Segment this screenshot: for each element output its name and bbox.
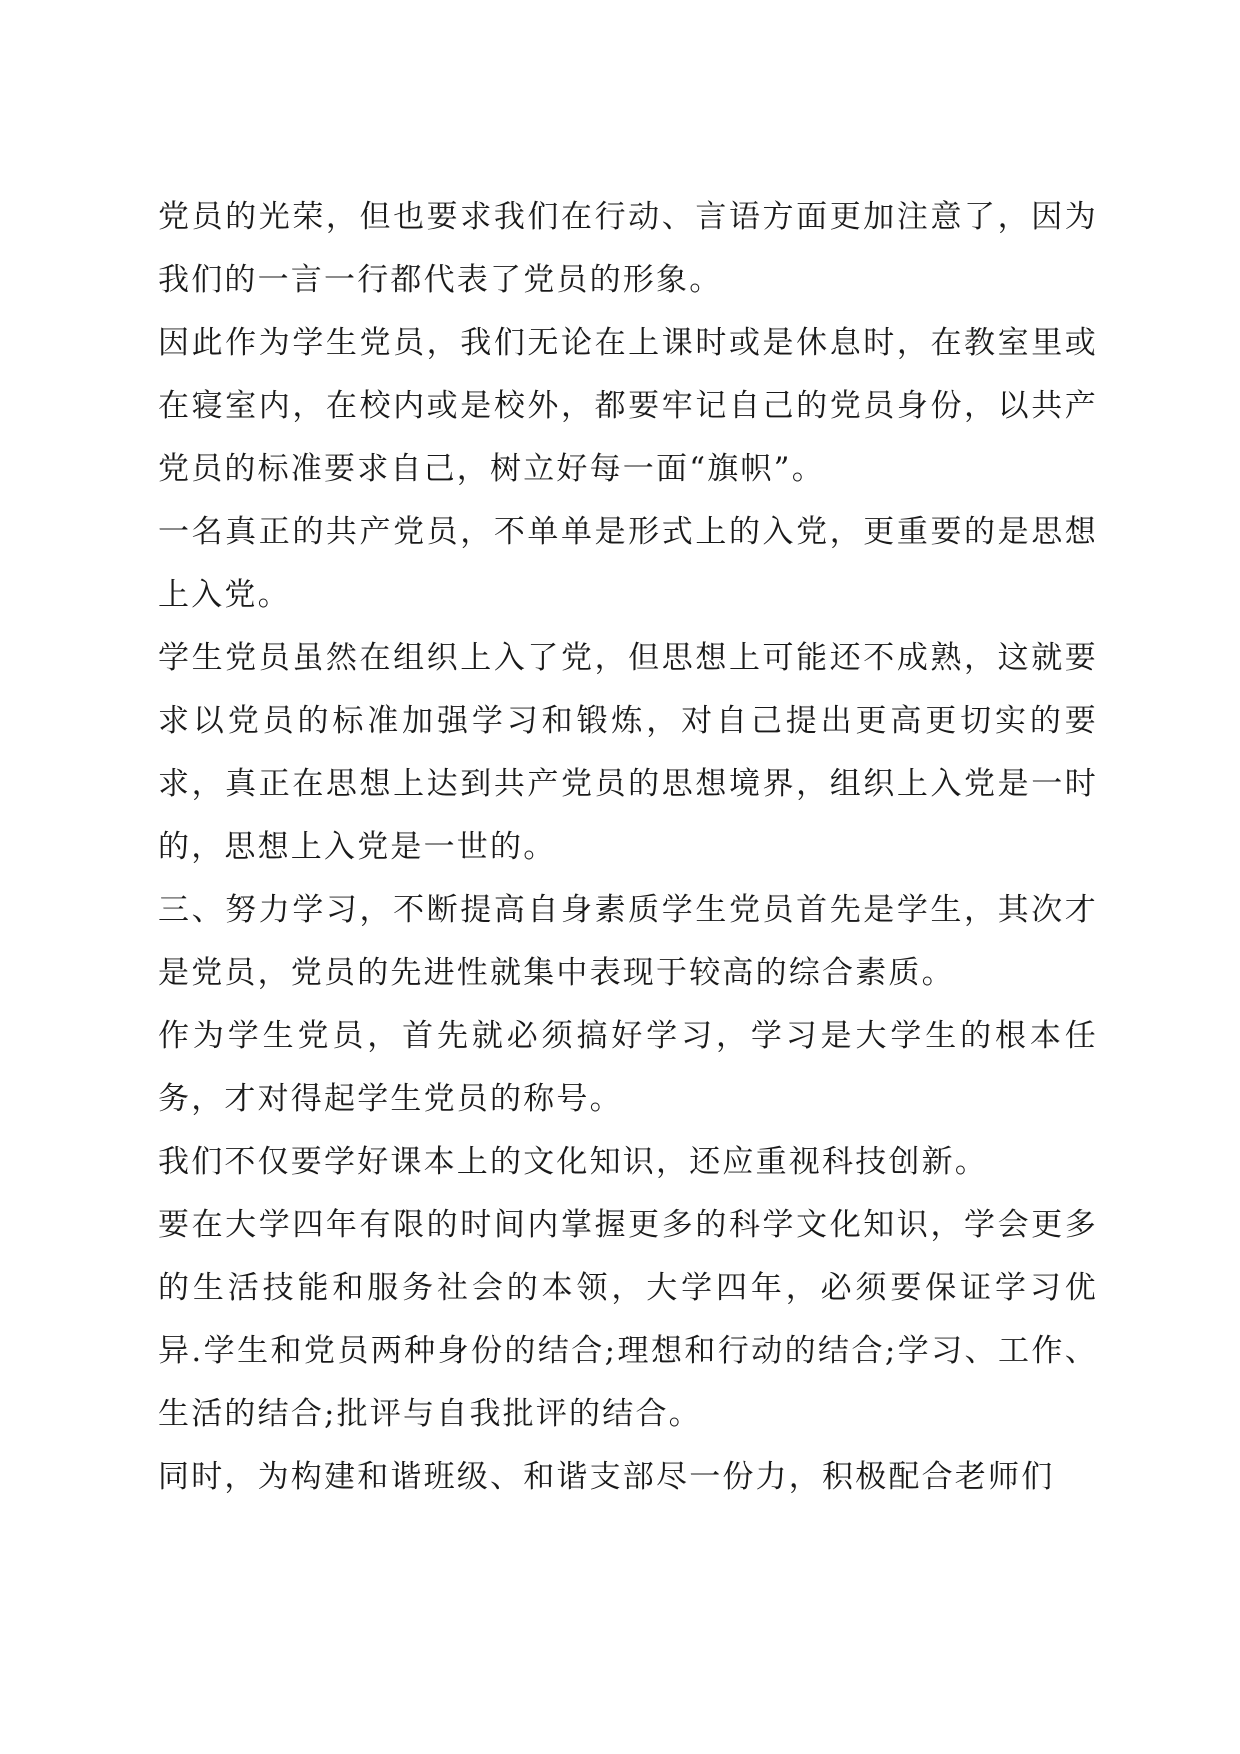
paragraph-3: 一名真正的共产党员，不单单是形式上的入党，更重要的是思想上入党。 bbox=[158, 514, 1098, 613]
paragraph-8: 要在大学四年有限的时间内掌握更多的科学文化知识，学会更多的生活技能和服务社会的本领，大学四年，必须要保证学习优异.学生和党员两种身份的结合;理想和行动的结合;学习、工作、生活的结合;批评与自我批评的结合。 bbox=[158, 1207, 1098, 1432]
paragraph-2: 因此作为学生党员，我们无论在上课时或是休息时，在教室里或在寝室内，在校内或是校外，都要牢记自己的党员身份，以共产党员的标准要求自己，树立好每一面“旗帜”。 bbox=[158, 325, 1098, 487]
paragraph-4: 学生党员虽然在组织上入了党，但思想上可能还不成熟，这就要求以党员的标准加强学习和锻炼，对自己提出更高更切实的要求，真正在思想上达到共产党员的思想境界，组织上入党是一时的，思想上入党是一世的。 bbox=[158, 640, 1098, 865]
paragraph-1: 党员的光荣，但也要求我们在行动、言语方面更加注意了，因为我们的一言一行都代表了党员的形象。 bbox=[158, 199, 1098, 298]
paragraph-6: 作为学生党员，首先就必须搞好学习，学习是大学生的根本任务，才对得起学生党员的称号。 bbox=[158, 1018, 1098, 1117]
paragraph-5: 三、努力学习，不断提高自身素质学生党员首先是学生，其次才是党员，党员的先进性就集中表现于较高的综合素质。 bbox=[158, 892, 1098, 991]
paragraph-9: 同时，为构建和谐班级、和谐支部尽一份力，积极配合老师们 bbox=[158, 1459, 1055, 1495]
paragraph-7: 我们不仅要学好课本上的文化知识，还应重视科技创新。 bbox=[158, 1144, 988, 1180]
document-body bbox=[158, 186, 1098, 1509]
